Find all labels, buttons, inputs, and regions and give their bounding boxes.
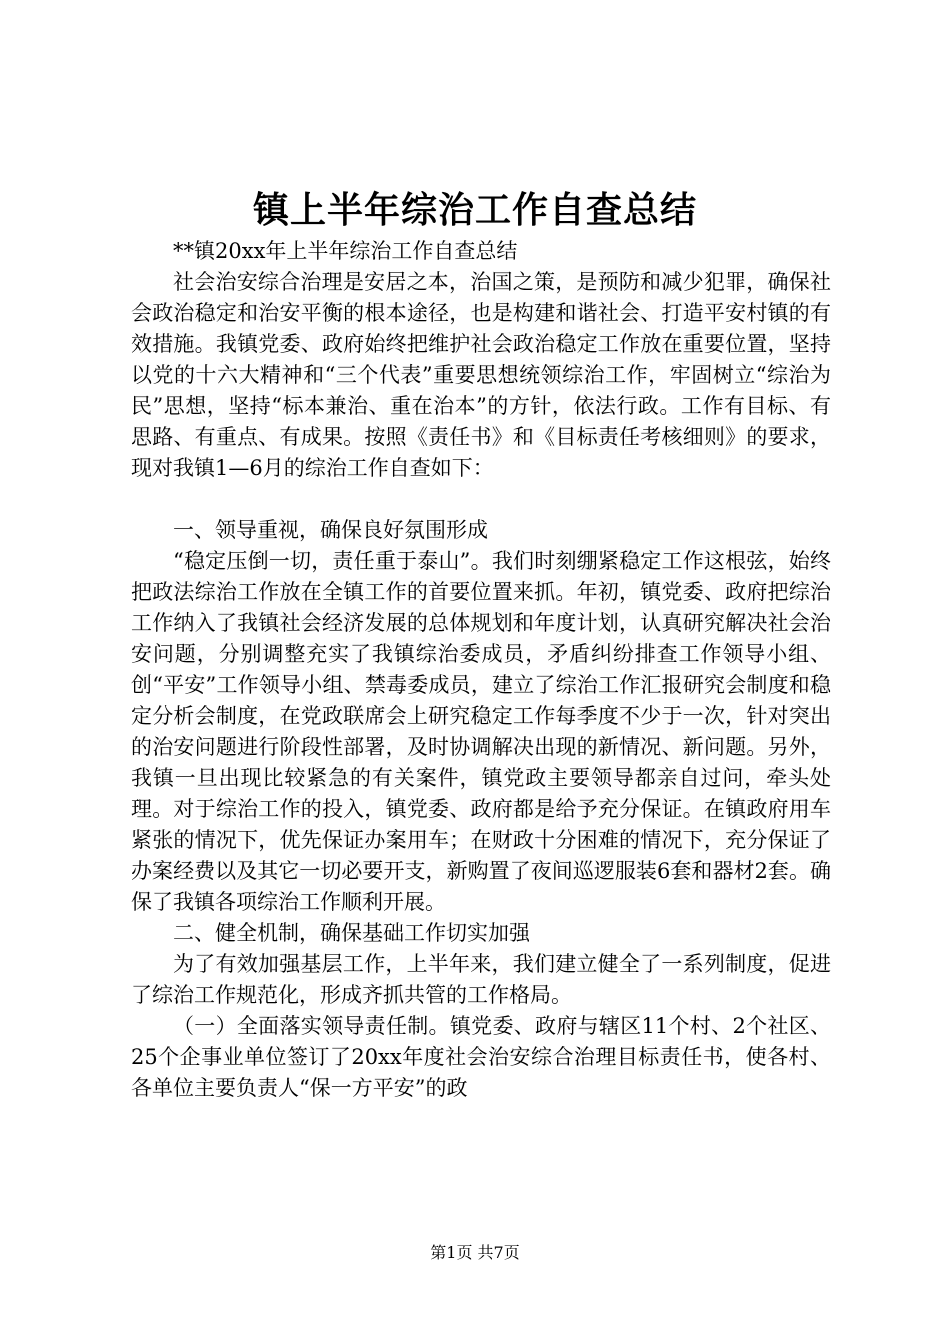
section-heading-2: 二、健全机制，确保基础工作切实加强 xyxy=(173,921,530,945)
section-2-paragraph: 为了有效加强基层工作，上半年来，我们建立健全了一系列制度，促进了综治工作规范化，形成齐抓共管的工作格局。 xyxy=(131,952,831,1007)
document-body xyxy=(131,236,831,1104)
section-heading-1: 一、领导重视，确保良好氛围形成 xyxy=(173,518,488,542)
document-title: 镇上半年综治工作自查总结 xyxy=(252,189,697,231)
section-1-paragraph: “稳定压倒一切，责任重于泰山”。我们时刻绷紧稳定工作这根弦，始终把政法综治工作放在全镇工作的首要位置来抓。年初，镇党委、政府把综治工作纳入了我镇社会经济发展的总体规划和年度计划，认真研究解决社会治安问题，分别调整充实了我镇综治委成员，矛盾纠纷排查工作领导小组、创“平安”工作领导小组、禁毒委成员，建立了综治工作汇报研究会制度和稳定分析会制度，在党政联席会上研究稳定工作每季度不少于一次，针对突出的治安问题进行阶段性部署，及时协调解决出现的新情况、新问题。另外，我镇一旦出现比较紧急的有关案件，镇党政主要领导都亲自过问，牵头处理。对于综治工作的投入，镇党委、政府都是给予充分保证。在镇政府用车紧张的情况下，优先保证办案用车；在财政十分困难的情况下，充分保证了办案经费以及其它一切必要开支，新购置了夜间巡逻服装6套和器材2套。确保了我镇各项综治工作顺利开展。 xyxy=(131,549,831,914)
subsection-1-paragraph: （一）全面落实领导责任制。镇党委、政府与辖区11个村、2个社区、25个企事业单位签订了20xx年度社会治安综合治理目标责任书，使各村、各单位主要负责人“保一方平安”的政 xyxy=(131,1014,831,1100)
intro-paragraph: 社会治安综合治理是安居之本，治国之策，是预防和减少犯罪，确保社会政治稳定和治安平衡的根本途径，也是构建和谐社会、打造平安村镇的有效措施。我镇党委、政府始终把维护社会政治稳定工作放在重要位置，坚持以党的十六大精神和“三个代表”重要思想统领综治工作，牢固树立“综治为民”思想，坚持“标本兼治、重在治本”的方针，依法行政。工作有目标、有思路、有重点、有成果。按照《责任书》和《目标责任考核细则》的要求，现对我镇1—6月的综治工作自查如下： xyxy=(131,270,831,480)
page-footer: 第1页 共7页 xyxy=(430,1243,520,1262)
subtitle-paragraph: **镇20xx年上半年综治工作自查总结 xyxy=(173,239,518,263)
